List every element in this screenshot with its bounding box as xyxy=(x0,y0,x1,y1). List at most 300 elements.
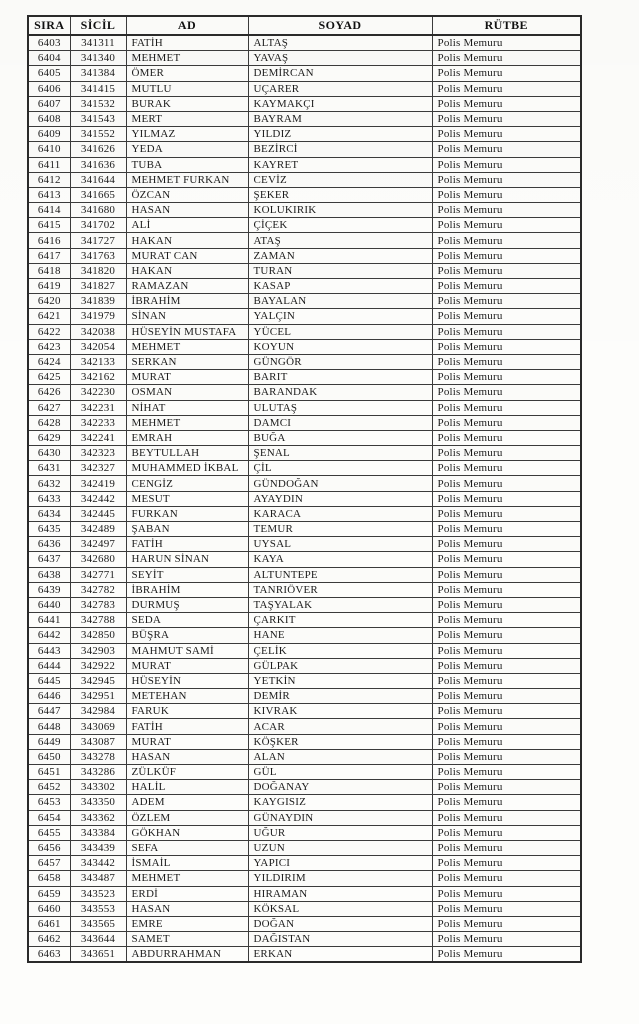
cell-ad: HAKAN xyxy=(126,263,248,278)
cell-sira: 6408 xyxy=(28,111,70,126)
cell-sicil: 342233 xyxy=(70,415,126,430)
cell-sicil: 343439 xyxy=(70,840,126,855)
cell-soyad: AYAYDIN xyxy=(248,491,432,506)
cell-soyad: GÜNDOĞAN xyxy=(248,476,432,491)
cell-soyad: HANE xyxy=(248,628,432,643)
cell-sicil: 342230 xyxy=(70,385,126,400)
cell-sicil: 343644 xyxy=(70,932,126,947)
cell-sicil: 342903 xyxy=(70,643,126,658)
cell-ad: HALİL xyxy=(126,780,248,795)
cell-sira: 6424 xyxy=(28,354,70,369)
cell-soyad: ALTUNTEPE xyxy=(248,567,432,582)
cell-rutbe: Polis Memuru xyxy=(432,537,581,552)
table-row xyxy=(28,142,581,157)
table-header xyxy=(28,16,581,35)
cell-sira: 6439 xyxy=(28,582,70,597)
cell-sicil: 343523 xyxy=(70,886,126,901)
cell-sira: 6450 xyxy=(28,749,70,764)
table-row xyxy=(28,810,581,825)
cell-sira: 6438 xyxy=(28,567,70,582)
table-row xyxy=(28,947,581,963)
table-row xyxy=(28,506,581,521)
cell-rutbe: Polis Memuru xyxy=(432,871,581,886)
cell-soyad: YILDIZ xyxy=(248,127,432,142)
cell-rutbe: Polis Memuru xyxy=(432,127,581,142)
cell-soyad: ALTAŞ xyxy=(248,35,432,51)
cell-soyad: YAVAŞ xyxy=(248,51,432,66)
table-row xyxy=(28,279,581,294)
table-row xyxy=(28,840,581,855)
cell-sira: 6458 xyxy=(28,871,70,886)
column-header-ad: AD xyxy=(126,16,248,35)
cell-ad: EMRAH xyxy=(126,430,248,445)
cell-sicil: 341820 xyxy=(70,263,126,278)
table-row xyxy=(28,66,581,81)
cell-soyad: TURAN xyxy=(248,263,432,278)
table-row xyxy=(28,886,581,901)
cell-soyad: CEVİZ xyxy=(248,172,432,187)
cell-sicil: 342945 xyxy=(70,673,126,688)
cell-soyad: BUĞA xyxy=(248,430,432,445)
table-row xyxy=(28,218,581,233)
table-row xyxy=(28,856,581,871)
cell-ad: İSMAİL xyxy=(126,856,248,871)
table-row xyxy=(28,354,581,369)
table-row xyxy=(28,658,581,673)
cell-sicil: 342327 xyxy=(70,461,126,476)
cell-soyad: UZUN xyxy=(248,840,432,855)
cell-rutbe: Polis Memuru xyxy=(432,552,581,567)
table-row xyxy=(28,780,581,795)
cell-ad: SEDA xyxy=(126,613,248,628)
cell-soyad: ÇARKIT xyxy=(248,613,432,628)
cell-ad: METEHAN xyxy=(126,689,248,704)
cell-ad: MURAT CAN xyxy=(126,248,248,263)
cell-sicil: 343350 xyxy=(70,795,126,810)
table-row xyxy=(28,430,581,445)
table-row xyxy=(28,400,581,415)
cell-sicil: 342984 xyxy=(70,704,126,719)
cell-sicil: 341532 xyxy=(70,96,126,111)
cell-sicil: 342782 xyxy=(70,582,126,597)
cell-soyad: DEMİR xyxy=(248,689,432,704)
cell-ad: MEHMET xyxy=(126,415,248,430)
cell-ad: ŞABAN xyxy=(126,522,248,537)
cell-sira: 6422 xyxy=(28,324,70,339)
cell-rutbe: Polis Memuru xyxy=(432,795,581,810)
cell-sira: 6453 xyxy=(28,795,70,810)
cell-sira: 6447 xyxy=(28,704,70,719)
cell-rutbe: Polis Memuru xyxy=(432,203,581,218)
cell-rutbe: Polis Memuru xyxy=(432,96,581,111)
table-row xyxy=(28,537,581,552)
table-row xyxy=(28,157,581,172)
cell-sira: 6456 xyxy=(28,840,70,855)
cell-sicil: 342771 xyxy=(70,567,126,582)
cell-ad: TUBA xyxy=(126,157,248,172)
cell-soyad: ÇİÇEK xyxy=(248,218,432,233)
cell-sicil: 341839 xyxy=(70,294,126,309)
cell-soyad: ŞEKER xyxy=(248,187,432,202)
cell-sira: 6421 xyxy=(28,309,70,324)
cell-ad: GÖKHAN xyxy=(126,825,248,840)
cell-soyad: TAŞYALAK xyxy=(248,597,432,612)
table-row xyxy=(28,233,581,248)
cell-soyad: UÇARER xyxy=(248,81,432,96)
cell-ad: EMRE xyxy=(126,916,248,931)
cell-ad: ÖMER xyxy=(126,66,248,81)
cell-sicil: 343069 xyxy=(70,719,126,734)
table-row xyxy=(28,628,581,643)
cell-soyad: KIVRAK xyxy=(248,704,432,719)
table-row xyxy=(28,385,581,400)
cell-rutbe: Polis Memuru xyxy=(432,415,581,430)
cell-sira: 6404 xyxy=(28,51,70,66)
cell-sicil: 341979 xyxy=(70,309,126,324)
cell-ad: HÜSEYİN MUSTAFA xyxy=(126,324,248,339)
cell-sira: 6443 xyxy=(28,643,70,658)
cell-sicil: 341636 xyxy=(70,157,126,172)
cell-rutbe: Polis Memuru xyxy=(432,172,581,187)
cell-rutbe: Polis Memuru xyxy=(432,947,581,963)
cell-sira: 6437 xyxy=(28,552,70,567)
cell-sira: 6428 xyxy=(28,415,70,430)
cell-ad: BEYTULLAH xyxy=(126,446,248,461)
cell-rutbe: Polis Memuru xyxy=(432,780,581,795)
cell-soyad: ATAŞ xyxy=(248,233,432,248)
table-row xyxy=(28,461,581,476)
cell-sicil: 343087 xyxy=(70,734,126,749)
cell-soyad: YAPICI xyxy=(248,856,432,871)
cell-ad: DURMUŞ xyxy=(126,597,248,612)
cell-soyad: GÜLPAK xyxy=(248,658,432,673)
cell-soyad: ALAN xyxy=(248,749,432,764)
cell-soyad: TANRIÖVER xyxy=(248,582,432,597)
cell-sicil: 342850 xyxy=(70,628,126,643)
cell-sicil: 343565 xyxy=(70,916,126,931)
column-header-sicil: SİCİL xyxy=(70,16,126,35)
cell-sira: 6411 xyxy=(28,157,70,172)
cell-sira: 6413 xyxy=(28,187,70,202)
cell-soyad: DEMİRCAN xyxy=(248,66,432,81)
table-row xyxy=(28,719,581,734)
table-row xyxy=(28,825,581,840)
cell-sicil: 342442 xyxy=(70,491,126,506)
cell-rutbe: Polis Memuru xyxy=(432,658,581,673)
table-row xyxy=(28,932,581,947)
cell-soyad: DAĞISTAN xyxy=(248,932,432,947)
cell-ad: CENGİZ xyxy=(126,476,248,491)
cell-sira: 6462 xyxy=(28,932,70,947)
cell-sira: 6409 xyxy=(28,127,70,142)
table-row xyxy=(28,415,581,430)
column-header-soyad: SOYAD xyxy=(248,16,432,35)
cell-sira: 6419 xyxy=(28,279,70,294)
table-row xyxy=(28,491,581,506)
cell-rutbe: Polis Memuru xyxy=(432,66,581,81)
table-row xyxy=(28,51,581,66)
cell-rutbe: Polis Memuru xyxy=(432,734,581,749)
table-row xyxy=(28,35,581,51)
cell-ad: MEHMET xyxy=(126,51,248,66)
cell-soyad: KAYGISIZ xyxy=(248,795,432,810)
cell-rutbe: Polis Memuru xyxy=(432,187,581,202)
cell-ad: HASAN xyxy=(126,901,248,916)
cell-sicil: 343384 xyxy=(70,825,126,840)
cell-ad: HASAN xyxy=(126,203,248,218)
cell-rutbe: Polis Memuru xyxy=(432,932,581,947)
column-header-sira: SIRA xyxy=(28,16,70,35)
cell-ad: HÜSEYİN xyxy=(126,673,248,688)
cell-sicil: 343553 xyxy=(70,901,126,916)
table-row xyxy=(28,294,581,309)
cell-sicil: 342231 xyxy=(70,400,126,415)
cell-ad: FATİH xyxy=(126,537,248,552)
cell-soyad: KOLUKIRIK xyxy=(248,203,432,218)
table-row xyxy=(28,795,581,810)
cell-soyad: ERKAN xyxy=(248,947,432,963)
cell-rutbe: Polis Memuru xyxy=(432,461,581,476)
cell-soyad: KÖŞKER xyxy=(248,734,432,749)
cell-rutbe: Polis Memuru xyxy=(432,704,581,719)
table-row xyxy=(28,871,581,886)
table-row xyxy=(28,765,581,780)
cell-soyad: ÇİL xyxy=(248,461,432,476)
cell-rutbe: Polis Memuru xyxy=(432,35,581,51)
cell-rutbe: Polis Memuru xyxy=(432,582,581,597)
cell-rutbe: Polis Memuru xyxy=(432,491,581,506)
cell-sira: 6444 xyxy=(28,658,70,673)
cell-sicil: 343651 xyxy=(70,947,126,963)
cell-soyad: ÇELİK xyxy=(248,643,432,658)
cell-sicil: 341543 xyxy=(70,111,126,126)
cell-rutbe: Polis Memuru xyxy=(432,279,581,294)
cell-ad: ZÜLKÜF xyxy=(126,765,248,780)
table-row xyxy=(28,582,581,597)
cell-sicil: 341680 xyxy=(70,203,126,218)
cell-ad: İBRAHİM xyxy=(126,294,248,309)
table-body xyxy=(28,35,581,962)
cell-ad: FATİH xyxy=(126,719,248,734)
table-row xyxy=(28,187,581,202)
cell-sira: 6442 xyxy=(28,628,70,643)
cell-rutbe: Polis Memuru xyxy=(432,886,581,901)
cell-rutbe: Polis Memuru xyxy=(432,111,581,126)
header-row xyxy=(28,16,581,35)
cell-sira: 6446 xyxy=(28,689,70,704)
cell-sira: 6430 xyxy=(28,446,70,461)
table-row xyxy=(28,127,581,142)
cell-sira: 6440 xyxy=(28,597,70,612)
cell-rutbe: Polis Memuru xyxy=(432,263,581,278)
cell-ad: MUHAMMED İKBAL xyxy=(126,461,248,476)
cell-ad: İBRAHİM xyxy=(126,582,248,597)
cell-sira: 6406 xyxy=(28,81,70,96)
table-row xyxy=(28,263,581,278)
cell-sicil: 341644 xyxy=(70,172,126,187)
cell-soyad: UĞUR xyxy=(248,825,432,840)
cell-soyad: UYSAL xyxy=(248,537,432,552)
cell-sicil: 341702 xyxy=(70,218,126,233)
cell-sira: 6426 xyxy=(28,385,70,400)
cell-soyad: KAYRET xyxy=(248,157,432,172)
cell-sira: 6431 xyxy=(28,461,70,476)
cell-sira: 6412 xyxy=(28,172,70,187)
cell-rutbe: Polis Memuru xyxy=(432,597,581,612)
cell-ad: MEHMET FURKAN xyxy=(126,172,248,187)
cell-ad: OSMAN xyxy=(126,385,248,400)
cell-soyad: DOĞAN xyxy=(248,916,432,931)
table-row xyxy=(28,643,581,658)
cell-soyad: KÖKSAL xyxy=(248,901,432,916)
cell-sicil: 343278 xyxy=(70,749,126,764)
cell-ad: SEFA xyxy=(126,840,248,855)
cell-sira: 6418 xyxy=(28,263,70,278)
cell-ad: ERDİ xyxy=(126,886,248,901)
cell-ad: MURAT xyxy=(126,370,248,385)
cell-sira: 6414 xyxy=(28,203,70,218)
cell-rutbe: Polis Memuru xyxy=(432,916,581,931)
cell-sira: 6436 xyxy=(28,537,70,552)
cell-sira: 6429 xyxy=(28,430,70,445)
cell-sicil: 342788 xyxy=(70,613,126,628)
cell-sira: 6452 xyxy=(28,780,70,795)
table-row xyxy=(28,96,581,111)
table-row xyxy=(28,901,581,916)
cell-sira: 6405 xyxy=(28,66,70,81)
cell-sicil: 341727 xyxy=(70,233,126,248)
cell-ad: MEHMET xyxy=(126,339,248,354)
cell-rutbe: Polis Memuru xyxy=(432,233,581,248)
cell-sicil: 341552 xyxy=(70,127,126,142)
cell-rutbe: Polis Memuru xyxy=(432,719,581,734)
cell-rutbe: Polis Memuru xyxy=(432,840,581,855)
cell-ad: BÜŞRA xyxy=(126,628,248,643)
cell-sira: 6434 xyxy=(28,506,70,521)
cell-rutbe: Polis Memuru xyxy=(432,825,581,840)
cell-soyad: DAMCI xyxy=(248,415,432,430)
cell-sira: 6427 xyxy=(28,400,70,415)
cell-soyad: GÜNAYDIN xyxy=(248,810,432,825)
cell-ad: MEHMET xyxy=(126,871,248,886)
cell-ad: ABDURRAHMAN xyxy=(126,947,248,963)
cell-sira: 6448 xyxy=(28,719,70,734)
cell-soyad: YETKİN xyxy=(248,673,432,688)
cell-rutbe: Polis Memuru xyxy=(432,385,581,400)
cell-sicil: 342922 xyxy=(70,658,126,673)
cell-ad: SERKAN xyxy=(126,354,248,369)
cell-soyad: YALÇIN xyxy=(248,309,432,324)
cell-rutbe: Polis Memuru xyxy=(432,400,581,415)
cell-ad: MERT xyxy=(126,111,248,126)
cell-rutbe: Polis Memuru xyxy=(432,81,581,96)
cell-soyad: KAYA xyxy=(248,552,432,567)
cell-rutbe: Polis Memuru xyxy=(432,628,581,643)
cell-sicil: 341384 xyxy=(70,66,126,81)
cell-soyad: ZAMAN xyxy=(248,248,432,263)
cell-rutbe: Polis Memuru xyxy=(432,294,581,309)
cell-rutbe: Polis Memuru xyxy=(432,370,581,385)
cell-soyad: YÜCEL xyxy=(248,324,432,339)
cell-sira: 6403 xyxy=(28,35,70,51)
cell-sira: 6407 xyxy=(28,96,70,111)
table-row xyxy=(28,522,581,537)
table-row xyxy=(28,613,581,628)
cell-soyad: ŞENAL xyxy=(248,446,432,461)
cell-rutbe: Polis Memuru xyxy=(432,643,581,658)
cell-sira: 6433 xyxy=(28,491,70,506)
cell-sira: 6423 xyxy=(28,339,70,354)
cell-ad: SAMET xyxy=(126,932,248,947)
cell-soyad: ULUTAŞ xyxy=(248,400,432,415)
cell-rutbe: Polis Memuru xyxy=(432,749,581,764)
cell-sira: 6461 xyxy=(28,916,70,931)
cell-ad: SİNAN xyxy=(126,309,248,324)
cell-rutbe: Polis Memuru xyxy=(432,613,581,628)
cell-sira: 6435 xyxy=(28,522,70,537)
cell-rutbe: Polis Memuru xyxy=(432,218,581,233)
cell-ad: MURAT xyxy=(126,734,248,749)
table-row xyxy=(28,324,581,339)
cell-ad: MESUT xyxy=(126,491,248,506)
cell-rutbe: Polis Memuru xyxy=(432,567,581,582)
cell-rutbe: Polis Memuru xyxy=(432,673,581,688)
table-row xyxy=(28,689,581,704)
table-row xyxy=(28,111,581,126)
cell-sira: 6449 xyxy=(28,734,70,749)
cell-sira: 6432 xyxy=(28,476,70,491)
cell-ad: BURAK xyxy=(126,96,248,111)
cell-soyad: BAYRAM xyxy=(248,111,432,126)
cell-ad: MAHMUT SAMİ xyxy=(126,643,248,658)
cell-rutbe: Polis Memuru xyxy=(432,339,581,354)
cell-sicil: 342241 xyxy=(70,430,126,445)
cell-ad: YEDA xyxy=(126,142,248,157)
cell-rutbe: Polis Memuru xyxy=(432,248,581,263)
table-row xyxy=(28,552,581,567)
cell-sira: 6451 xyxy=(28,765,70,780)
cell-rutbe: Polis Memuru xyxy=(432,157,581,172)
cell-soyad: KASAP xyxy=(248,279,432,294)
cell-ad: HASAN xyxy=(126,749,248,764)
cell-rutbe: Polis Memuru xyxy=(432,901,581,916)
table-row xyxy=(28,476,581,491)
table-row xyxy=(28,597,581,612)
table-row xyxy=(28,916,581,931)
cell-sicil: 343362 xyxy=(70,810,126,825)
cell-sicil: 343442 xyxy=(70,856,126,871)
cell-sira: 6459 xyxy=(28,886,70,901)
cell-ad: ÖZLEM xyxy=(126,810,248,825)
cell-sira: 6457 xyxy=(28,856,70,871)
cell-sira: 6416 xyxy=(28,233,70,248)
cell-ad: SEYİT xyxy=(126,567,248,582)
cell-sicil: 342038 xyxy=(70,324,126,339)
cell-rutbe: Polis Memuru xyxy=(432,506,581,521)
cell-sicil: 343286 xyxy=(70,765,126,780)
cell-ad: HAKAN xyxy=(126,233,248,248)
cell-rutbe: Polis Memuru xyxy=(432,324,581,339)
cell-sicil: 342783 xyxy=(70,597,126,612)
cell-sicil: 342497 xyxy=(70,537,126,552)
cell-ad: ADEM xyxy=(126,795,248,810)
cell-sira: 6420 xyxy=(28,294,70,309)
cell-sicil: 342951 xyxy=(70,689,126,704)
cell-soyad: HIRAMAN xyxy=(248,886,432,901)
cell-rutbe: Polis Memuru xyxy=(432,51,581,66)
cell-sicil: 342133 xyxy=(70,354,126,369)
table-row xyxy=(28,567,581,582)
